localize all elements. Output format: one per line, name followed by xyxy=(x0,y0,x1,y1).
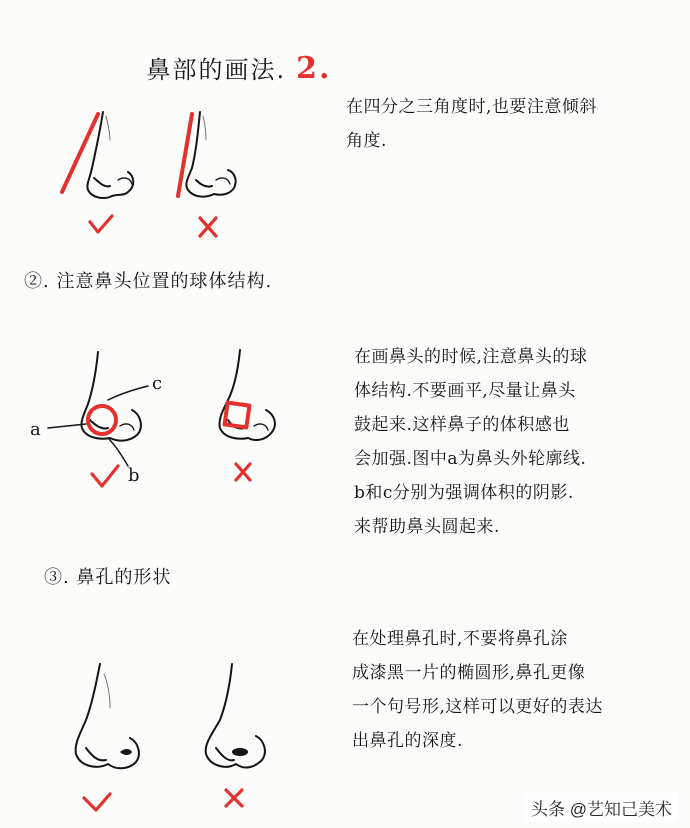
section2-note: 在画鼻头的时候,注意鼻头的球 体结构.不要画平,尽量让鼻头 鼓起来.这样鼻子的体积感也 会加强.图中a为鼻头外轮廓线. b和c分别为强调体积的阴影. 来帮助鼻头圆起来. xyxy=(354,347,588,537)
flat-structure-square xyxy=(225,403,250,428)
nostril-black-oval xyxy=(232,748,248,756)
label-a-leader xyxy=(48,424,86,428)
label-a: a xyxy=(30,419,41,440)
page-title-text: 鼻部的画法. xyxy=(146,56,287,85)
watermark: 头条 @艺知己美术 xyxy=(525,793,678,822)
label-b: b xyxy=(128,465,140,486)
nose-sketch-tilt-wrong xyxy=(186,112,235,197)
cross-mark-icon xyxy=(226,790,242,806)
section1-note: 在四分之三角度时,也要注意倾斜 角度. xyxy=(346,97,597,151)
cross-mark-icon xyxy=(200,218,216,236)
section3-heading: ③. 鼻孔的形状 xyxy=(44,567,172,588)
section2-heading: ②. 注意鼻头位置的球体结构. xyxy=(24,271,273,292)
label-b-leader xyxy=(108,438,128,466)
ball-structure-circle xyxy=(88,406,116,434)
check-mark-icon xyxy=(84,794,110,810)
cross-mark-icon xyxy=(236,464,250,480)
check-mark-icon xyxy=(92,466,118,486)
page-title-number: 2. xyxy=(296,51,332,87)
check-mark-icon xyxy=(90,216,112,232)
section3-note: 在处理鼻孔时,不要将鼻孔涂 成漆黑一片的椭圆形,鼻孔更像 一个句号形,这样可以更好的表达 出鼻孔的深度. xyxy=(352,629,603,751)
tilt-line-correct xyxy=(62,114,98,192)
nostril-comma-shape xyxy=(120,749,132,755)
label-c-leader xyxy=(108,386,148,400)
label-c: c xyxy=(152,373,163,394)
tilt-line-wrong xyxy=(178,114,192,196)
